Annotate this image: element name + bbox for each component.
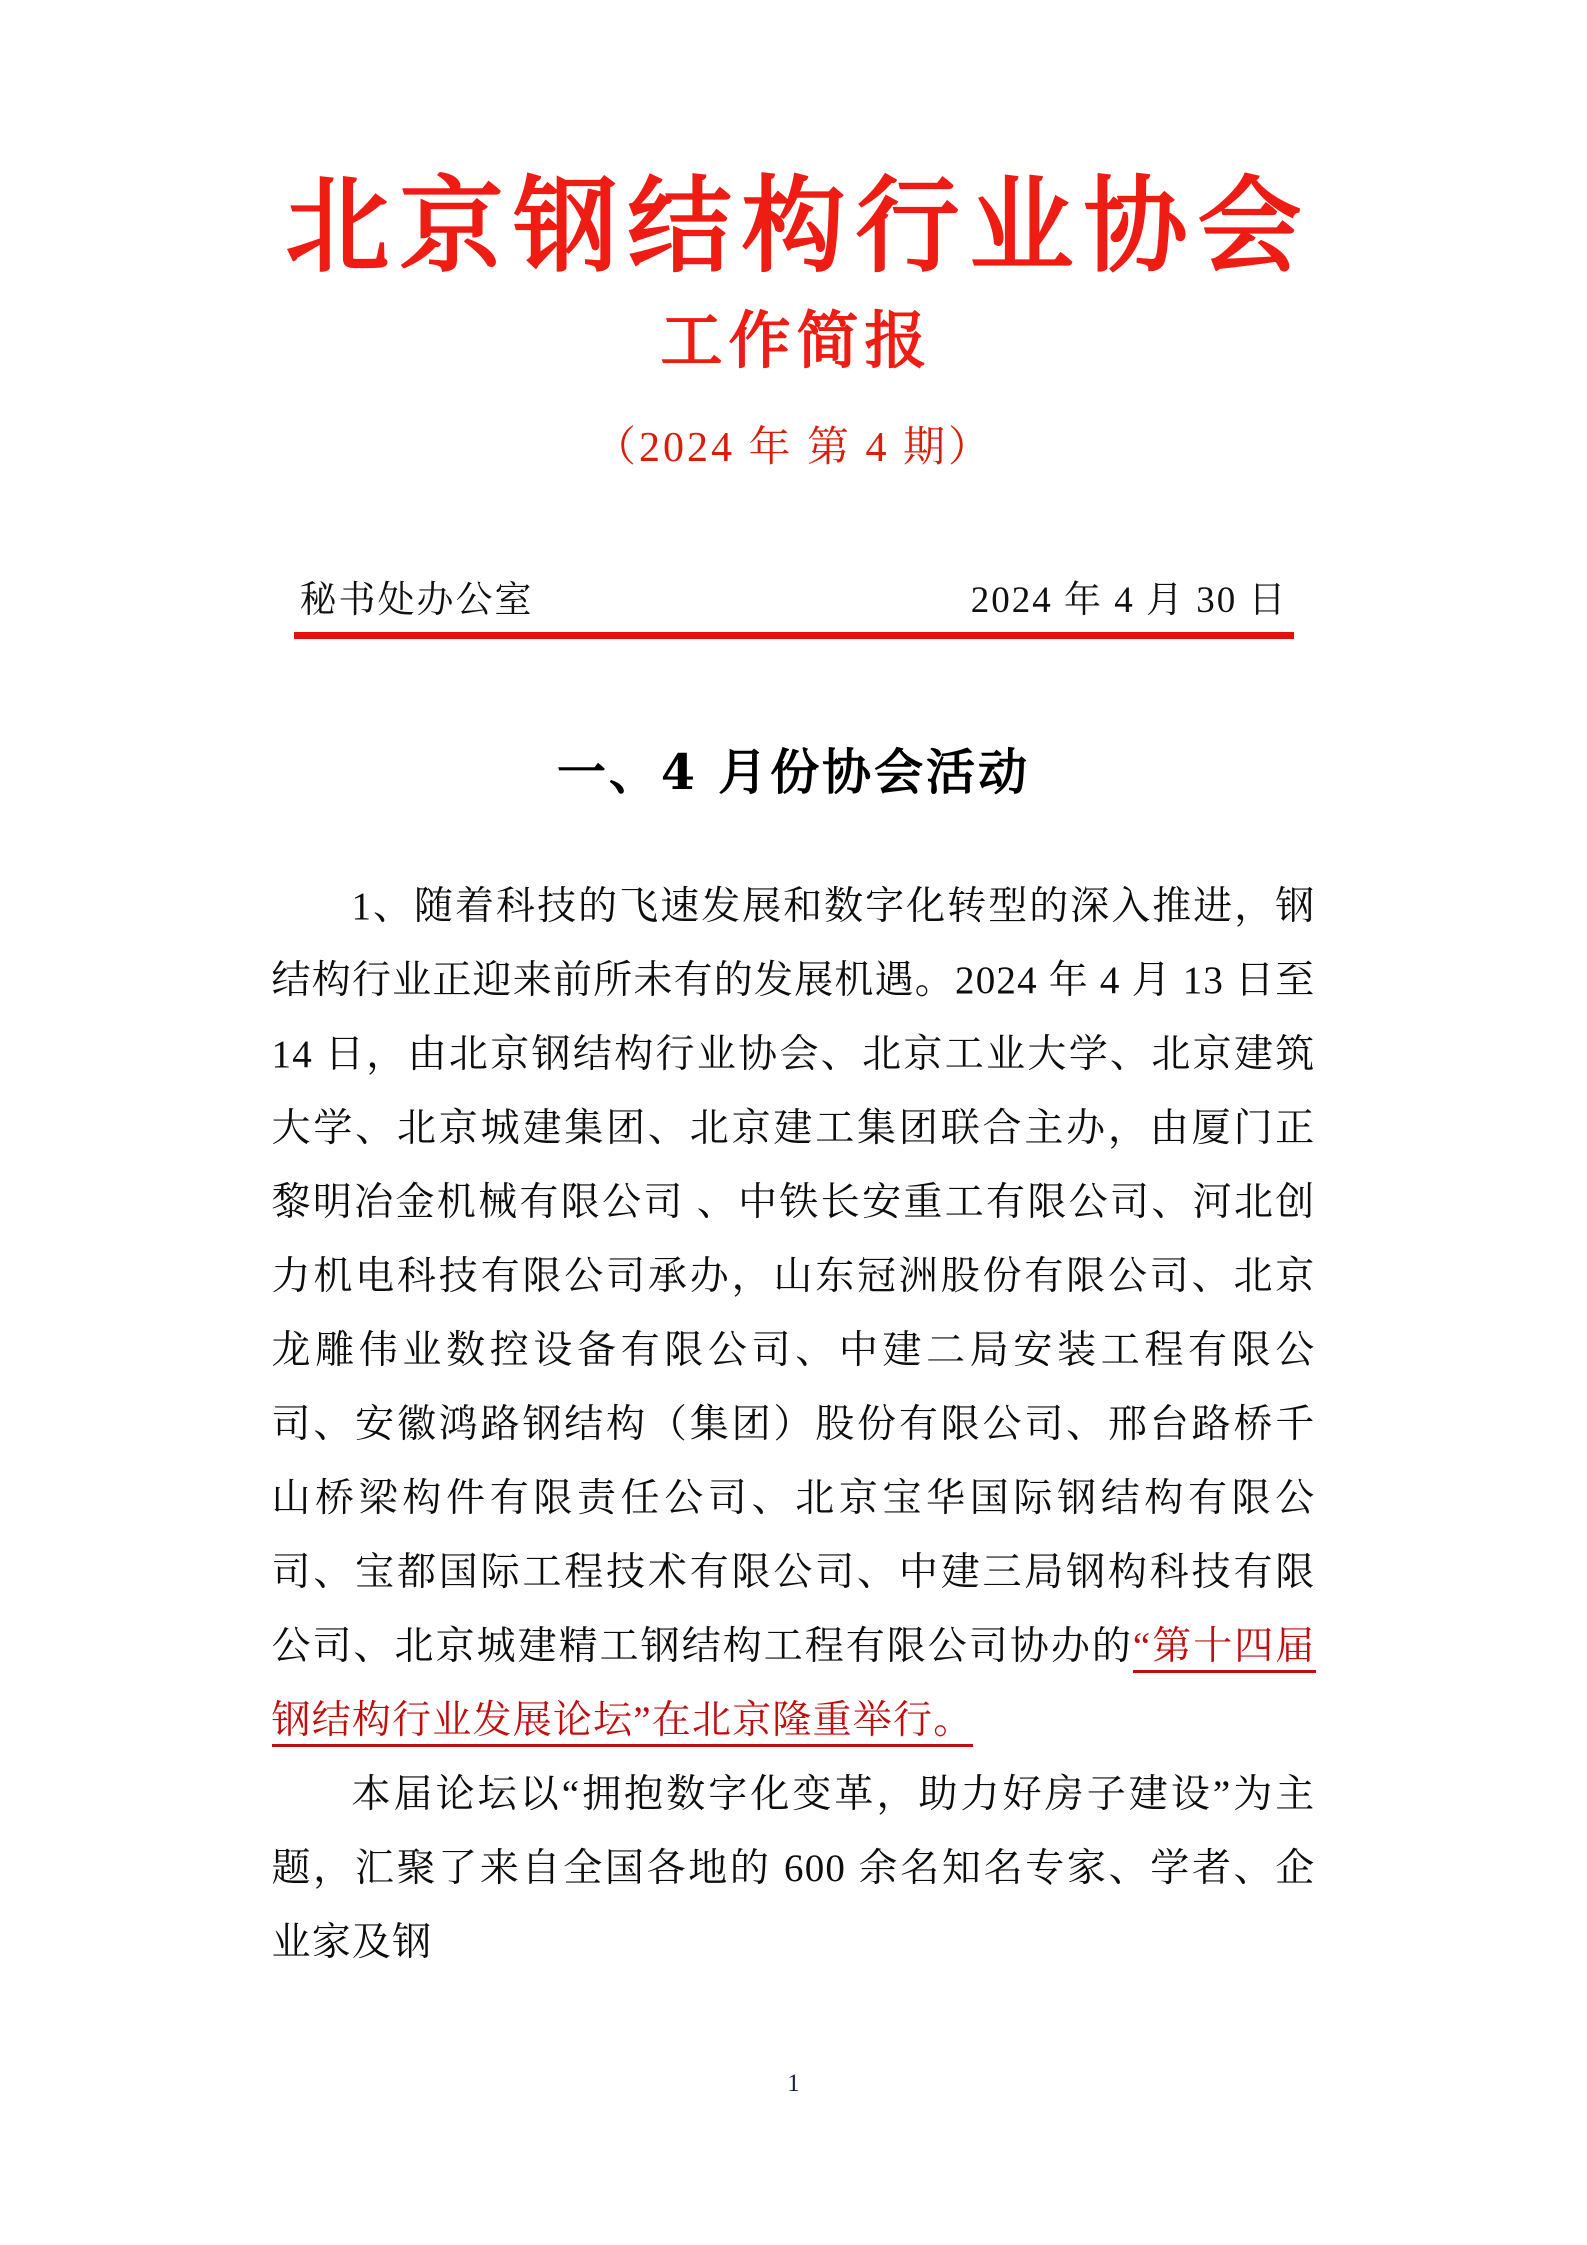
issuer-office: 秘书处办公室	[299, 580, 534, 622]
paragraph-1-highlight: “第十四届钢结构行业发展论坛”在北京隆重举行。	[272, 1625, 1316, 1747]
section-heading: 一、4 月份协会活动	[556, 742, 1031, 801]
paragraph-2: 本届论坛以“拥抱数字化变革，助力好房子建设”为主题，汇聚了来自全国各地的 600 余名知名专家、学者、企业家及钢	[271, 1772, 1316, 1964]
paragraph-1	[272, 870, 1316, 1758]
masthead-issue-number: （2024 年 第 4 期）	[593, 424, 993, 471]
issuer-date: 2024 年 4 月 30 日	[970, 580, 1288, 622]
body-content	[264, 870, 1324, 1980]
paragraph-1-text: 1、随着科技的飞速发展和数字化转型的深入推进，钢结构行业正迎来前所未有的发展机遇。2024 年 4 月 13 日至 14 日，由北京钢结构行业协会、北京工业大学、北京建筑大学、北京城建集团、北京建工集团联合主办，由厦门正黎明冶金机械有限公司 、中铁长安重工有限公司、河北创力机电科技有限公司承办，山东冠洲股份有限公司、北京龙雕伟业数控设备有限公司、中建二局安装工程有限公司、安徽鸿路钢结构（集团）股份有限公司、邢台路桥千山桥梁构件有限责任公司、北京宝华国际钢结构有限公司、宝都国际工程技术有限公司、中建三局钢构科技有限公司、北京城建精工钢结构工程有限公司协办的	[271, 884, 1316, 1668]
issuer-row	[294, 581, 1294, 632]
page-number: 1	[787, 2070, 800, 2097]
masthead-divider-rule	[294, 632, 1294, 639]
masthead-title: 北京钢结构行业协会	[285, 164, 1312, 287]
masthead	[0, 0, 1587, 473]
masthead-subtitle: 工作简报	[660, 304, 933, 378]
